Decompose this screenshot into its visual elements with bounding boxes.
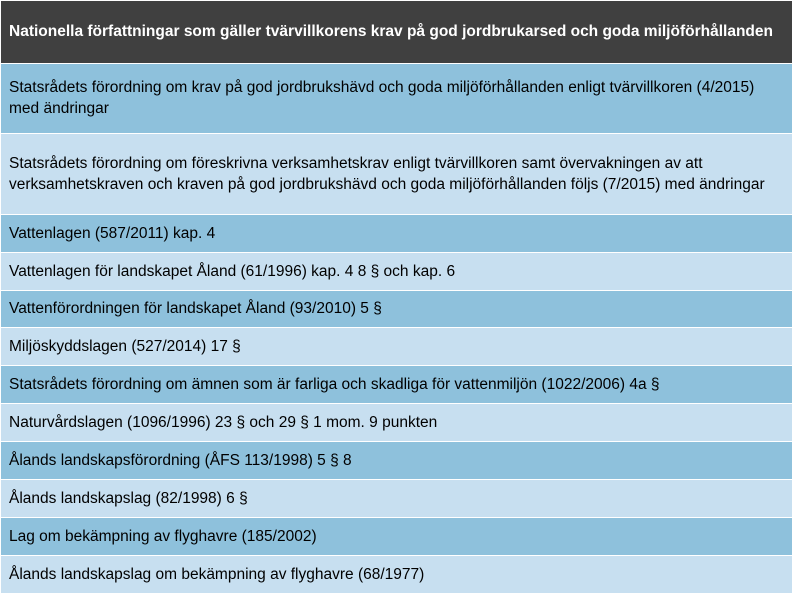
table-cell: Vattenlagen för landskapet Åland (61/1996) kap. 4 8 § och kap. 6	[1, 252, 792, 290]
table-row	[1, 290, 792, 328]
table-cell: Ålands landskapsförordning (ÅFS 113/1998) 5 § 8	[1, 442, 792, 480]
table-row	[1, 442, 792, 480]
table-row	[1, 133, 792, 214]
table-cell: Lag om bekämpning av flyghavre (185/2002)	[1, 518, 792, 556]
table-cell: Vattenlagen (587/2011) kap. 4	[1, 214, 792, 252]
table-cell: Statsrådets förordning om ämnen som är farliga och skadliga för vattenmiljön (1022/2006) 4a §	[1, 366, 792, 404]
table-row	[1, 252, 792, 290]
table-row	[1, 64, 792, 134]
table-cell: Ålands landskapslag (82/1998) 6 §	[1, 480, 792, 518]
table-cell: Vattenförordningen för landskapet Åland (93/2010) 5 §	[1, 290, 792, 328]
table-header-row	[1, 1, 792, 64]
table-cell: Miljöskyddslagen (527/2014) 17 §	[1, 328, 792, 366]
table-header: Nationella författningar som gäller tvärvillkorens krav på god jordbrukarsed och goda miljöförhållanden	[1, 1, 792, 64]
table-cell: Statsrådets förordning om föreskrivna verksamhetskrav enligt tvärvillkoren samt övervakningen av att verksamhetskraven och kraven på god jordbrukshävd och goda miljöförhållanden följs (7/2015) med ändringar	[1, 133, 792, 214]
table-row	[1, 328, 792, 366]
table-cell: Ålands landskapslag om bekämpning av flyghavre (68/1977)	[1, 555, 792, 593]
table-row	[1, 404, 792, 442]
table-row	[1, 214, 792, 252]
table-cell: Statsrådets förordning om krav på god jordbrukshävd och goda miljöförhållanden enligt tvärvillkoren (4/2015) med ändringar	[1, 64, 792, 134]
table-row	[1, 480, 792, 518]
table-row	[1, 366, 792, 404]
table-cell: Naturvårdslagen (1096/1996) 23 § och 29 § 1 mom. 9 punkten	[1, 404, 792, 442]
table-row	[1, 555, 792, 593]
table-row	[1, 518, 792, 556]
